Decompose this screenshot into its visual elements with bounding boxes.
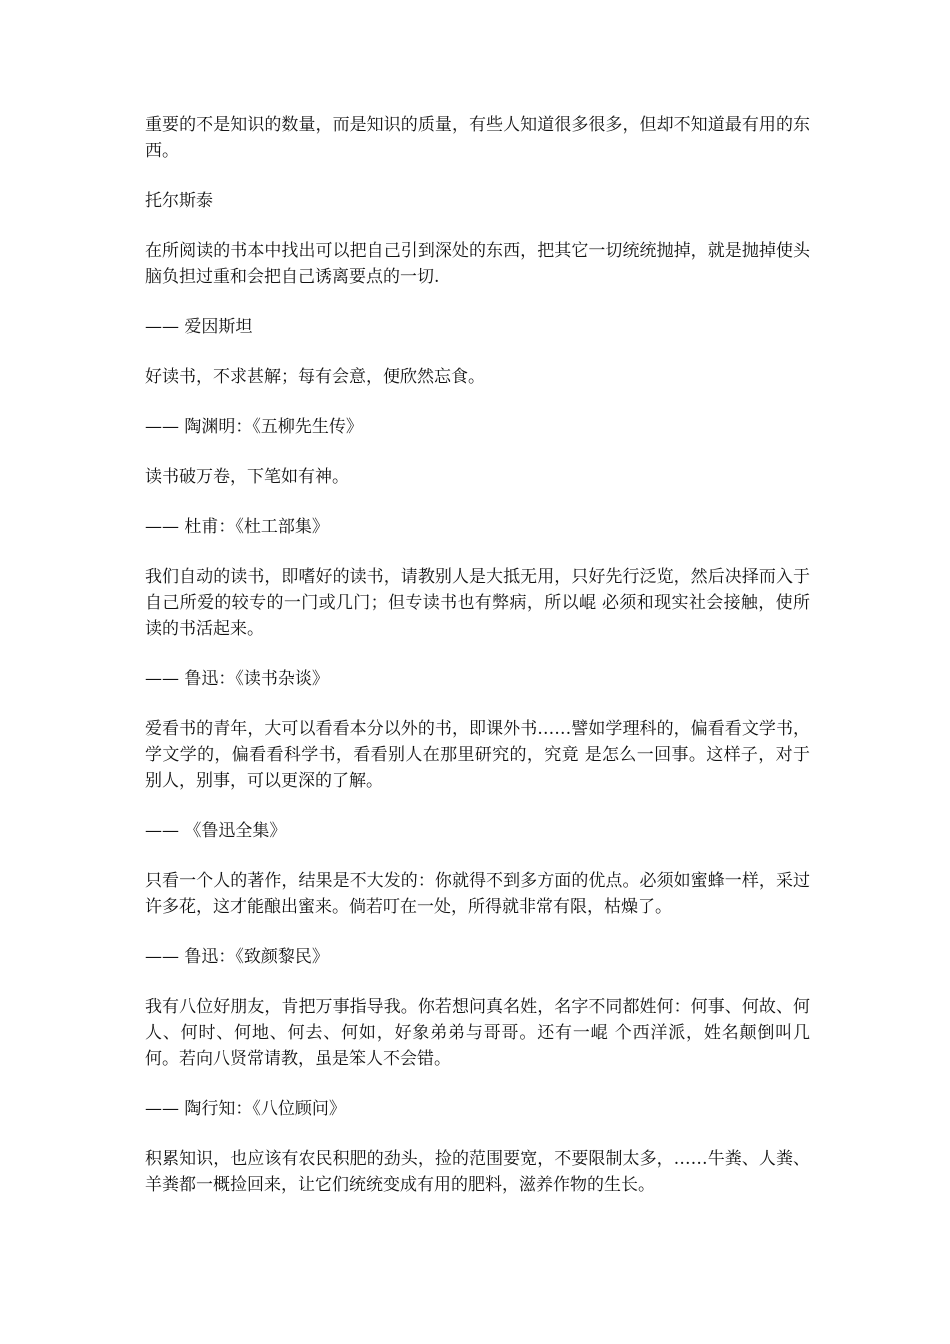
attribution-tolstoy: 托尔斯泰 <box>145 191 213 211</box>
quote-lu-xun-reading: 我们自动的读书，即嗜好的读书，请教别人是大抵无用，只好先行泛览，然后决择而入于自己所爱的较专的一门或几门；但专读书也有弊病，所以崐 必须和现实社会接触，使所读的书活起来。 <box>145 567 810 639</box>
quote-du-fu: 读书破万卷，下笔如有神。 <box>145 467 349 487</box>
attribution-einstein: —— 爱因斯坦 <box>145 317 253 337</box>
attribution-lu-xun-reading: —— 鲁迅：《读书杂谈》 <box>145 669 329 689</box>
attribution-tao-yuanming: —— 陶渊明：《五柳先生传》 <box>145 417 363 437</box>
attribution-lu-xun-letter: —— 鲁迅：《致颜黎民》 <box>145 947 329 967</box>
quote-einstein: 在所阅读的书本中找出可以把自己引到深处的东西，把其它一切统统抛掉，就是抛掉使头脑负担过重和会把自己诱离要点的一切. <box>145 241 810 287</box>
attribution-tao-xingzhi: —— 陶行知：《八位顾问》 <box>145 1099 346 1119</box>
quote-lu-xun-letter: 只看一个人的著作，结果是不大发的：你就得不到多方面的优点。必须如蜜蜂一样，采过许多花，这才能酿出蜜来。倘若叮在一处，所得就非常有限，枯燥了。 <box>145 871 810 917</box>
document-body <box>145 112 810 1222</box>
quote-knowledge-accumulation: 积累知识，也应该有农民积肥的劲头，捡的范围要宽，不要限制太多，……牛粪、人粪、羊粪都一概捡回来，让它们统统变成有用的肥料，滋养作物的生长。 <box>145 1149 810 1195</box>
quote-tolstoy: 重要的不是知识的数量，而是知识的质量，有些人知道很多很多，但却不知道最有用的东西。 <box>145 115 810 161</box>
quote-tao-xingzhi: 我有八位好朋友，肯把万事指导我。你若想问真名姓，名字不同都姓何：何事、何故、何人、何时、何地、何去、何如，好象弟弟与哥哥。还有一崐 个西洋派，姓名颠倒叫几何。若向八贤常请教，虽是笨人不会错。 <box>145 997 810 1069</box>
quote-lu-xun-collected: 爱看书的青年，大可以看看本分以外的书，即课外书……譬如学理科的，偏看看文学书，学文学的，偏看看科学书，看看别人在那里研究的，究竟 是怎么一回事。这样子，对于别人，别事，可以更深的了解。 <box>145 719 810 791</box>
attribution-lu-xun-collected: —— 《鲁迅全集》 <box>145 821 287 841</box>
quote-tao-yuanming: 好读书，不求甚解；每有会意，便欣然忘食。 <box>145 367 485 387</box>
attribution-du-fu: —— 杜甫：《杜工部集》 <box>145 517 329 537</box>
